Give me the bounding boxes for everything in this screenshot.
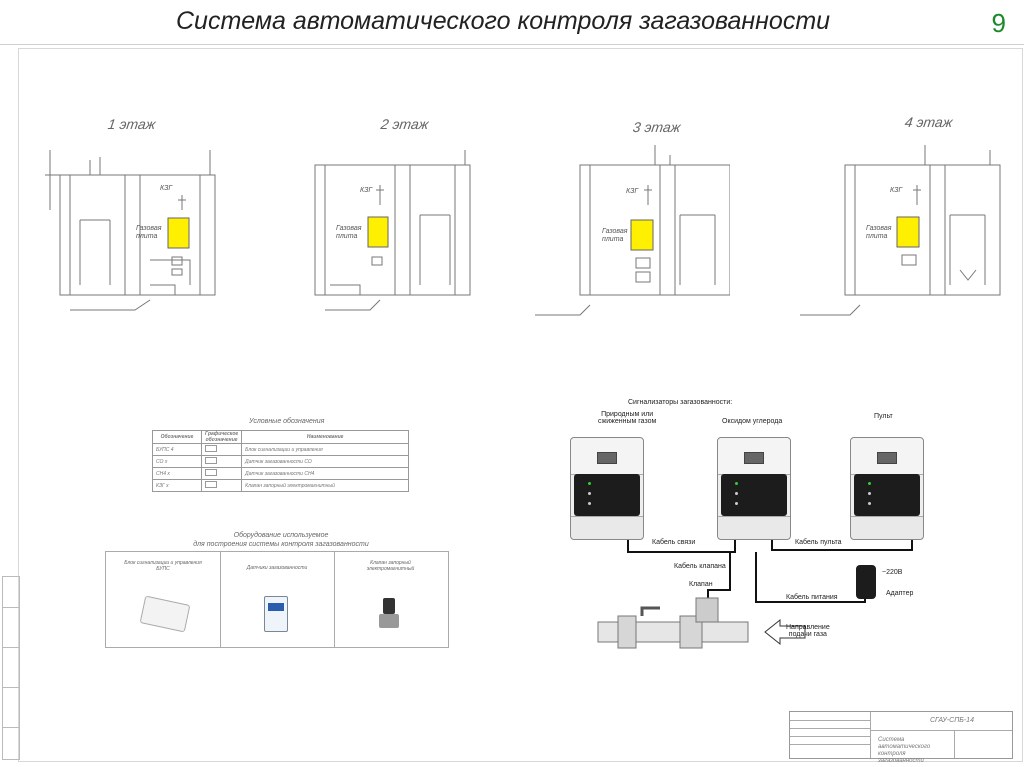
- valve-device-image: [379, 598, 399, 630]
- legend-name: Блок сигнализации и управления: [242, 444, 409, 456]
- cable-link-label: Кабель связи: [652, 539, 696, 546]
- led-icon: [735, 502, 738, 505]
- floor-label-1: 1 этаж: [106, 116, 157, 132]
- kzg-label: КЗГ: [360, 187, 373, 194]
- table-row: [153, 480, 409, 492]
- adapter-label: Адаптер: [886, 590, 914, 597]
- device-control-panel: [721, 474, 787, 516]
- flow-direction-label: [786, 624, 830, 638]
- legend-name: Датчик загазованности СН4: [242, 468, 409, 480]
- diagram-heading: Сигнализаторы загазованности:: [628, 399, 733, 406]
- device-bottom-panel: [851, 516, 923, 539]
- power-adapter-icon: [856, 565, 876, 599]
- table-row: [153, 456, 409, 468]
- remote-panel-device: [850, 437, 924, 540]
- gas-pipe: [598, 598, 748, 648]
- device-bottom-panel: [718, 516, 790, 539]
- kzg-label: КЗГ: [890, 187, 903, 194]
- flow-direction-line: Направление: [786, 624, 830, 631]
- led-icon: [868, 492, 871, 495]
- equipment-col-bups: [106, 552, 221, 647]
- equipment-col-header: [334, 560, 447, 572]
- legend-code: КЗГ х: [153, 480, 202, 492]
- device-top-panel: [571, 438, 643, 475]
- sensor-device-image: [264, 596, 288, 632]
- floor-plan-2: [300, 145, 490, 320]
- led-icon: [588, 502, 591, 505]
- legend-name: Датчик загазованности СО: [242, 456, 409, 468]
- bups-device-image: [140, 596, 191, 633]
- floor-plan-3: [530, 145, 730, 325]
- legend-code: СН4 х: [153, 468, 202, 480]
- legend-header: Обозначение: [153, 431, 202, 444]
- floor-label-4: 4 этаж: [903, 114, 954, 130]
- device-bottom-panel: [571, 516, 643, 539]
- led-icon: [868, 482, 871, 485]
- legend-symbol: [202, 480, 242, 492]
- slide-title: Система автоматического контроля загазованности: [176, 7, 831, 35]
- legend-header-row: [153, 431, 409, 444]
- led-icon: [735, 492, 738, 495]
- equipment-col-valve: [334, 552, 447, 647]
- gas-detector-carbon-monoxide: [717, 437, 791, 540]
- device2-caption: Оксидом углерода: [722, 418, 783, 425]
- stove-label: Газовая плита: [336, 225, 362, 240]
- voltage-label: ~220В: [882, 569, 903, 576]
- legend-symbol: [202, 468, 242, 480]
- floor-label-3: 3 этаж: [631, 119, 682, 135]
- device-control-panel: [854, 474, 920, 516]
- side-stamp: [2, 576, 20, 760]
- table-row: [153, 444, 409, 456]
- legend-symbol: [202, 444, 242, 456]
- equipment-col-sensors: [220, 552, 335, 647]
- page-number: 9: [991, 8, 1006, 38]
- equipment-title-line: для построения системы контроля загазованности: [193, 541, 369, 548]
- device-display: [597, 452, 617, 464]
- cable-remote-label: Кабель пульта: [795, 539, 842, 546]
- led-icon: [868, 502, 871, 505]
- equipment-title-line: Оборудование используемое: [233, 532, 329, 539]
- gas-detector-natural-gas: [570, 437, 644, 540]
- equipment-title: [186, 531, 376, 549]
- legend-code: СО х: [153, 456, 202, 468]
- floor-plan-1: [40, 145, 230, 320]
- floor-plan-4: [790, 145, 1005, 325]
- stove-label: Газовая плита: [602, 228, 628, 243]
- drawing-title-block: [789, 711, 1013, 764]
- legend-title: Условные обозначения: [249, 418, 325, 425]
- device-top-panel: [851, 438, 923, 475]
- equipment-col-line: БУПС: [156, 566, 170, 572]
- floor-label-2: 2 этаж: [379, 116, 430, 132]
- device-display: [744, 452, 764, 464]
- cable-power-label: Кабель питания: [786, 594, 838, 601]
- drawing-code: СГАУ-СПБ-14: [930, 717, 974, 724]
- stove-label: Газовая плита: [866, 225, 892, 240]
- device3-caption: Пульт: [874, 413, 893, 420]
- device-control-panel: [574, 474, 640, 516]
- equipment-col-header: [106, 560, 220, 572]
- legend-header: Графическое обозначение: [202, 431, 242, 444]
- cable-valve-label: Кабель клапана: [674, 563, 726, 570]
- equipment-col-line: электромагнитный: [366, 566, 415, 572]
- valve-label: Клапан: [689, 581, 713, 588]
- slide-header: [0, 0, 1024, 45]
- device-display: [877, 452, 897, 464]
- legend-name: Клапан запорный электромагнитный: [242, 480, 409, 492]
- kzg-label: КЗГ: [626, 188, 639, 195]
- table-row: [153, 468, 409, 480]
- led-icon: [588, 492, 591, 495]
- led-icon: [735, 482, 738, 485]
- flow-direction-line: подачи газа: [788, 631, 827, 638]
- led-icon: [588, 482, 591, 485]
- equipment-col-header: [220, 565, 334, 571]
- drawing-description: Система автоматического контроля загазованности: [878, 737, 931, 764]
- device1-caption: [598, 411, 656, 425]
- legend-symbol: [202, 456, 242, 468]
- device-top-panel: [718, 438, 790, 475]
- equipment-col-line: Клапан запорный: [370, 560, 411, 566]
- legend-code: БУПС 4: [153, 444, 202, 456]
- equipment-table: [105, 551, 449, 648]
- stove-label: Газовая плита: [136, 225, 162, 240]
- kzg-label: КЗГ: [160, 185, 173, 192]
- legend-header: Наименование: [242, 431, 409, 444]
- equipment-col-line: Датчики загазованности: [246, 565, 308, 571]
- device1-caption-line: Природным или: [601, 411, 654, 418]
- equipment-col-line: Блок сигнализации и управления: [124, 560, 202, 566]
- device1-caption-line: сжиженным газом: [598, 418, 657, 425]
- legend-table: [152, 430, 409, 492]
